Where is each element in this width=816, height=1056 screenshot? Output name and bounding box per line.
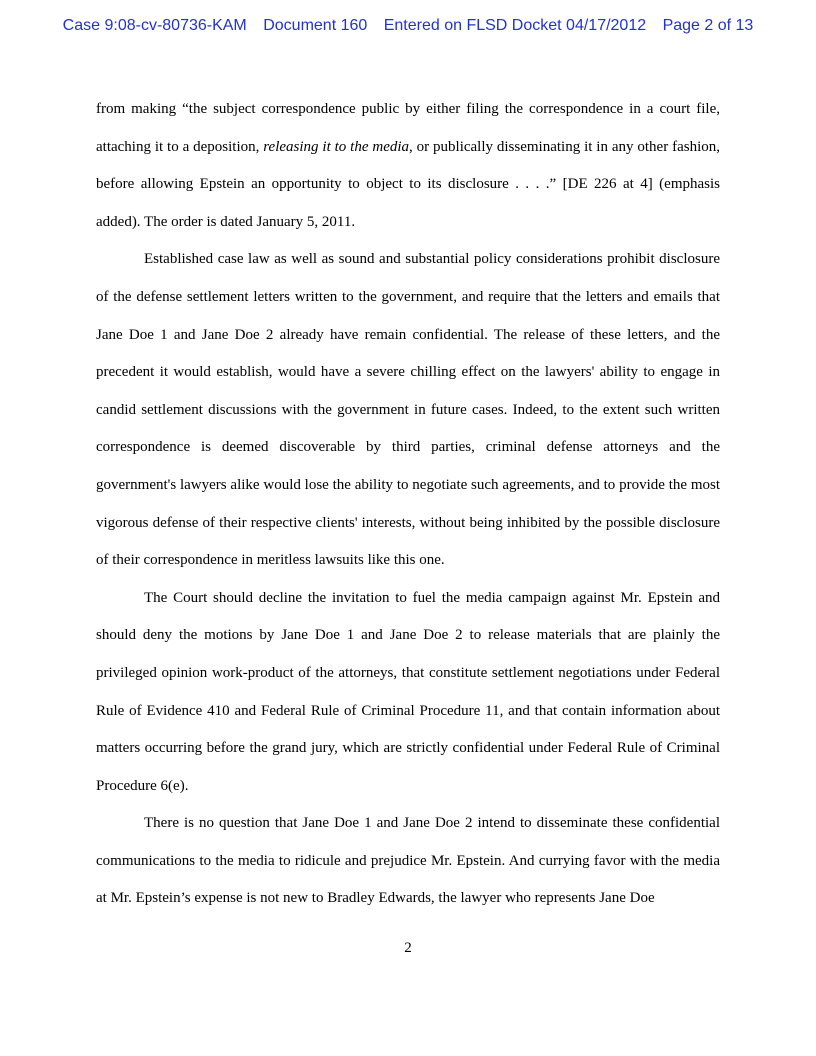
- page-number: 2: [404, 940, 412, 956]
- docket-entry: Entered on FLSD Docket 04/17/2012: [383, 17, 647, 34]
- emphasized-quote: releasing it to the media: [263, 138, 410, 155]
- document-number: Document 160: [263, 17, 368, 34]
- page-indicator: Page 2 of 13: [662, 17, 754, 34]
- paragraph-3: The Court should decline the invitation to fuel the media campaign against Mr. Epstein and should deny the motions by Jane Doe 1 and Jane Doe 2 to release materials that are plainly the privileged opinion work-product of the attorneys, that constitute settlement negotiations under Federal Rule of Evidence 410 and Federal Rule of Criminal Procedure 11, and that contain information about matters occurring before the grand jury, which are strictly confidential under Federal Rule of Criminal Procedure 6(e).: [96, 589, 720, 794]
- paragraph-2: Established case law as well as sound and substantial policy considerations prohibit disclosure of the defense settlement letters written to the government, and require that the letters and emails that Jane Doe 1 and Jane Doe 2 already have remain confidential. The release of these letters, and the precedent it would establish, would have a severe chilling effect on the lawyers' ability to engage in candid settlement discussions with the government in future cases. Indeed, to the extent such written correspondence is deemed discoverable by third parties, criminal defense attorneys and the government's lawyers alike would lose the ability to negotiate such agreements, and to provide the most vigorous defense of their respective clients' interests, without being inhibited by the possible disclosure of their correspondence in meritless lawsuits like this one.: [96, 251, 720, 569]
- paragraph-4: There is no question that Jane Doe 1 and Jane Doe 2 intend to disseminate these confidential communications to the media to ridicule and prejudice Mr. Epstein. And currying favor with the media at Mr. Epstein’s expense is not new to Bradley Edwards, the lawyer who represents Jane Doe: [96, 815, 720, 907]
- document-body: [96, 91, 720, 918]
- paragraph-1-end: , or publically disseminating it in any other fashion, before allowing Epstein an opportunity to object to its disclosure . . . .” [DE 226 at 4] (emphasis added). The order is dated January 5, 2011.: [96, 138, 720, 230]
- case-number: Case 9:08-cv-80736-KAM: [62, 17, 247, 34]
- paragraph-1: [96, 91, 720, 241]
- paragraph-1-start: from making “the subject correspondence public by either filing the correspondence in a court file, attaching it to a deposition,: [96, 101, 720, 155]
- docket-header: [0, 17, 816, 35]
